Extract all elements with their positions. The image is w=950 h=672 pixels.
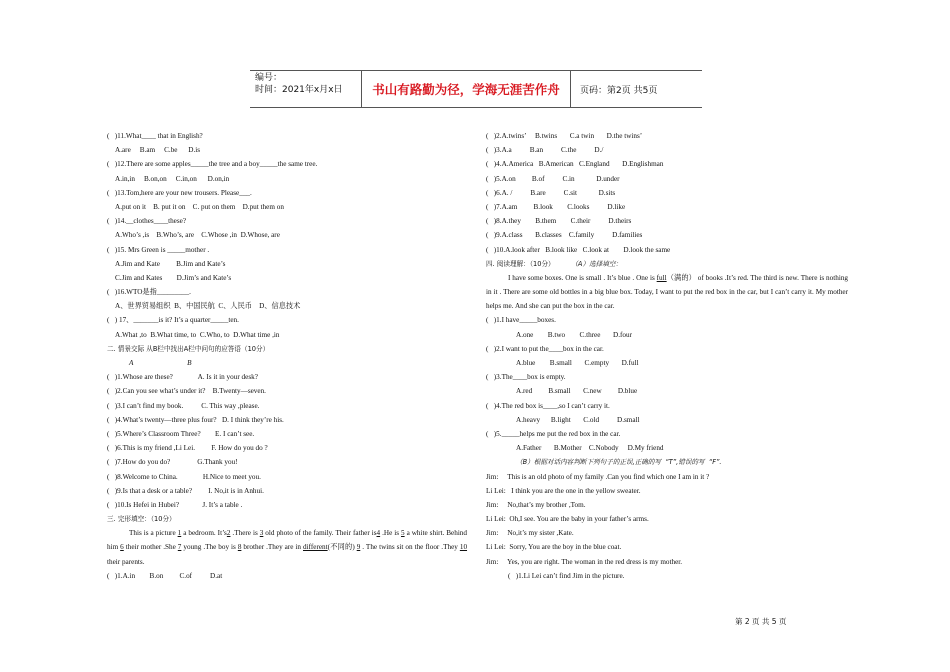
question: ( )15. Mrs Green is _____mother . <box>107 245 210 254</box>
options: A.put on it B. put it on C. put on them D.put them on <box>115 202 284 211</box>
match-item: ( )7.How do you do? G.Thank you! <box>107 458 238 467</box>
cloze-option: ( )3.A.a B.an C.the D./ <box>486 146 604 155</box>
header-meta <box>250 71 362 107</box>
question: ( )5._____helps me put the red box in the car. <box>486 429 621 438</box>
cloze-option: ( )8.A.they B.them C.their D.theirs <box>486 217 632 226</box>
match-item: ( )10.Is Hefei in Hubei? J. It’s a table . <box>107 500 243 509</box>
question: ( )2.I want to put the____box in the car. <box>486 344 604 353</box>
motto: 书山有路勤为径，学海无涯苦作舟 <box>362 71 571 107</box>
page-footer: 第 2 页 共 5 页 <box>735 617 787 626</box>
match-item: ( )9.Is that a desk or a table? I. No,it is in Anhui. <box>107 486 264 495</box>
options: A.Jim and Kate B.Jim and Kate’s <box>115 259 226 268</box>
options: A.in,in B.on,on C.in,on D.on,in <box>115 174 230 183</box>
question: ( )12.There are some apples_____the tree and a boy_____the same tree. <box>107 160 318 169</box>
cloze-passage: This is a picture 1 a bedroom. It’s2 .There is 3 old photo of the family. Their father is4 .He is 5 a white shirt. Behind him 6 their mother .She 7 young .The boy is 8 brother .They are in different(不同的) 9 . The twins sit on the floor .They 10 their parents. <box>107 529 468 566</box>
options: A.red B.small C.new D.blue <box>516 387 638 396</box>
date-label: 时间：2021年x月x日 <box>255 85 343 95</box>
section-heading: （B）根据对话内容判断下列句子的正误,正确的写 “T”,错误的写 “F”. <box>516 458 722 467</box>
cloze-option: ( )5.A.on B.of C.in D.under <box>486 174 620 183</box>
cloze-option: ( )7.A.am B.look C.looks D.like <box>486 202 626 211</box>
dialogue-line: Jim: No,that’s my brother ,Tom. <box>486 500 586 509</box>
options: A.heavy B.light C.old D.small <box>516 415 640 424</box>
section-heading: 三. 完形填空：（10分） <box>107 515 176 524</box>
dialogue-line: Jim: This is an old photo of my family .Can you find which one I am in it ? <box>486 472 710 481</box>
dialogue-line: Li Lei: I think you are the one in the yellow sweater. <box>486 486 641 495</box>
number-label: 编号： <box>255 73 283 83</box>
cloze-option: ( )6.A. / B.are C.sit D.sits <box>486 188 616 197</box>
section-heading: 四. 阅读理解：（10分） （A）选择填空： <box>486 259 623 268</box>
question: ( )4.The red box is____,so I can’t carry it. <box>486 401 610 410</box>
match-item: ( )5.Where’s Classroom Three? E. I can’t see. <box>107 429 255 438</box>
cloze-option: ( )9.A.class B.classes C.family D.families <box>486 231 643 240</box>
cloze-option: ( )1.A.in B.on C.of D.at <box>107 571 223 580</box>
question: ( )1.Li Lei can’t find Jim in the picture. <box>508 571 625 580</box>
question: ( )3.The____box is empty. <box>486 373 566 382</box>
page-header <box>250 70 702 108</box>
match-item: ( )6.This is my friend ,Li Lei. F. How do you do ? <box>107 444 268 453</box>
page-indicator: 页码：第2页 共5页 <box>580 85 658 96</box>
question: ( )13.Tom,here are your new trousers. Please___. <box>107 188 252 197</box>
cloze-option: ( )2.A.twins’ B.twins C.a twin D.the twins’ <box>486 132 643 140</box>
dialogue-line: Jim: Yes, you are right. The woman in the red dress is my mother. <box>486 557 683 566</box>
match-item: ( )8.Welcome to China. H.Nice to meet you. <box>107 472 261 481</box>
column-headings: A B <box>129 359 192 367</box>
options: A.Father B.Mother C.Nobody D.My friend <box>516 444 664 453</box>
options: A.blue B.small C.empty D.full <box>516 359 639 368</box>
match-item: ( )2.Can you see what’s under it? B.Twenty—seven. <box>107 387 266 396</box>
question: ( )11.What____ that in English? <box>107 132 203 140</box>
dialogue-line: Li Lei: Oh,I see. You are the baby in your father’s arms. <box>486 515 649 524</box>
options: A、世界贸易组织 B、中国民航 C、人民币 D、信息技术 <box>115 302 301 311</box>
options: C.Jim and Kates D.Jim’s and Kate’s <box>115 273 232 282</box>
dialogue-line: Li Lei: Sorry, You are the boy in the blue coat. <box>486 543 622 552</box>
cloze-option: ( )4.A.America B.American C.England D.Englishman <box>486 160 664 169</box>
question: ( )1.I have_____boxes. <box>486 316 556 325</box>
left-column <box>107 129 467 583</box>
options: A.one B.two C.three D.four <box>516 330 632 339</box>
options: A.are B.am C.be D.is <box>115 146 201 155</box>
question: ( )16.WTO是指_________. <box>107 288 191 297</box>
options: A.Who’s ,is B.Who’s, are C.Whose ,in D.Whose, are <box>115 231 280 240</box>
options: A.What ,to B.What time, to C.Who, to D.What time ,in <box>115 330 280 339</box>
match-item: ( )4.What’s twenty—three plus four? D. I think they’re his. <box>107 415 284 424</box>
cloze-option: ( )10.A.look after B.look like C.look at D.look the same <box>486 245 671 254</box>
question: ( ) 17、_______is it? It’s a quarter_____ten. <box>107 316 239 325</box>
match-item: ( )1.Whose are these? A. Is it in your desk? <box>107 373 258 382</box>
reading-passage: I have some boxes. One is small . It’s blue . One is full（满的） of books .It’s red. The third is new. There is nothing in it . There are some old bottles in a big blue box. Today, I want to put the red box in the car, but I can’t carry it. My mother helps me. And she can put the box in the car. <box>486 273 849 311</box>
match-item: ( )3.I can’t find my book. C. This way ,please. <box>107 401 260 410</box>
dialogue-line: Jim: No,it’s my sister ,Kate. <box>486 529 574 538</box>
section-heading: 二. 情景交际 从B栏中找出A栏中问句的应答语（10分） <box>107 344 270 353</box>
question: ( )14.__clothes____these? <box>107 217 187 226</box>
right-column <box>486 129 848 583</box>
